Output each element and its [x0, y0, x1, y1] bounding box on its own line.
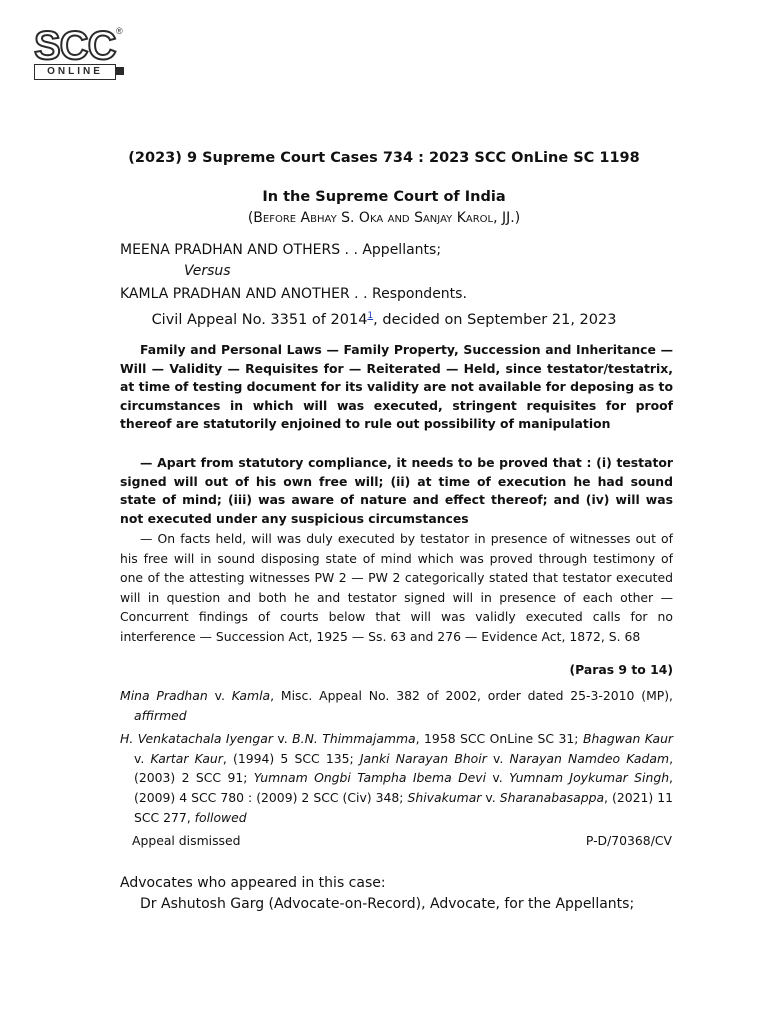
advocates-heading: Advocates who appeared in this case: [120, 875, 386, 891]
versus-abbrev: v. [214, 688, 225, 703]
result: Appeal dismissed [132, 833, 241, 848]
case-details: , (1994) 5 SCC 135; [222, 750, 360, 766]
facts-held: — On facts held, will was duly executed by testator in presence of witnesses out of his free will in sound disposing state of mind which was proved through testimony of one of the attesting witnesses PW 2 — PW 2 categorically stated that testator executed will in question and both he and testator signed will in presence of each other — Concurrent findings of courts below that will was validly executed calls for no interference — Succession Act, 1925 — Ss. 63 and 276 — Evidence Act, 1872, S. 68 [120, 531, 673, 644]
case-party: Janki Narayan Bhoir [359, 750, 487, 766]
appeal-date: , decided on September 21, 2023 [373, 311, 617, 328]
court-name: In the Supreme Court of India [262, 189, 506, 205]
case-party: B.N. Thimmajamma [292, 731, 416, 746]
case-details: , (2021) 11 SCC 277, [134, 790, 674, 825]
versus-abbrev: v. [481, 790, 500, 806]
document-code: P-D/70368/CV [585, 833, 672, 848]
case-outcome: affirmed [134, 707, 187, 723]
case-history [120, 686, 673, 725]
paras-reference: (Paras 9 to 14) [569, 662, 673, 677]
scc-online-logo [28, 26, 128, 84]
case-party: Yumnam Joykumar Singh [509, 770, 670, 786]
logo-main: SCC [34, 24, 116, 68]
case-details: , 1958 SCC OnLine SC 31; [415, 731, 583, 746]
case-party: H. Venkatachala Iyengar [120, 731, 273, 746]
bench-text: (Before Abhay S. Oka and Sanjay Karol, JJ.) [247, 210, 521, 226]
case-outcome: followed [194, 809, 247, 825]
pen-icon [116, 67, 124, 75]
cases-followed [120, 729, 673, 828]
bench [0, 210, 768, 226]
case-details: , (2009) 4 SCC 780 : (2009) 2 SCC (Civ) 348; [134, 770, 673, 806]
appeal-text: Civil Appeal No. 3351 of 2014 [151, 311, 368, 328]
versus-abbrev: v. [134, 750, 151, 766]
versus-abbrev: v. [486, 770, 510, 786]
case-party: Bhagwan Kaur [582, 731, 674, 746]
appeal-number [0, 311, 768, 328]
advocates-text: Dr Ashutosh Garg (Advocate-on-Record), Advocate, for the Appellants; [140, 896, 635, 912]
headnote: Family and Personal Laws — Family Property, Succession and Inheritance — Will — Validity — Requisites for — Reiterated — Held, since testator/testatrix, at time of testing document for its validity are not available for deposing as to circumstances in which will was executed, stringent requisites for proof thereof are statutorily enjoined to rule out possibility of manipulation [120, 342, 673, 431]
versus: Versus [184, 263, 231, 279]
case-party: Sharanabasappa [499, 790, 605, 806]
versus-abbrev: v. [272, 731, 293, 746]
footnote-link[interactable]: 1 [367, 311, 374, 321]
case-party: Yumnam Ongbi Tampha Ibema Devi [253, 770, 487, 786]
logo-sub: ONLINE [34, 64, 116, 80]
headnote-continued: — Apart from statutory compliance, it needs to be proved that : (i) testator signed will out of his own free will; (ii) at time of execution he had sound state of mind; (iii) was aware of nature and effect thereof; and (iv) will was not executed under any suspicious circumstances [120, 455, 673, 526]
logo-registered: ® [116, 26, 123, 36]
case-details: , Misc. Appeal No. 382 of 2002, order dated 25-3-2010 (MP), [270, 688, 673, 703]
case-party: Kartar Kaur [150, 750, 223, 766]
case-party: Narayan Namdeo Kadam [509, 750, 670, 766]
case-party: Mina Pradhan [120, 688, 208, 703]
appellants: MEENA PRADHAN AND OTHERS . . Appellants; [120, 242, 442, 258]
case-party: Kamla [231, 688, 271, 703]
versus-abbrev: v. [486, 750, 510, 766]
case-details: , (2003) 2 SCC 91; [134, 750, 674, 786]
case-citation: (2023) 9 Supreme Court Cases 734 : 2023 SCC OnLine SC 1198 [128, 150, 640, 166]
respondents: KAMLA PRADHAN AND ANOTHER . . Respondents. [120, 286, 467, 302]
case-party: Shivakumar [407, 790, 482, 806]
